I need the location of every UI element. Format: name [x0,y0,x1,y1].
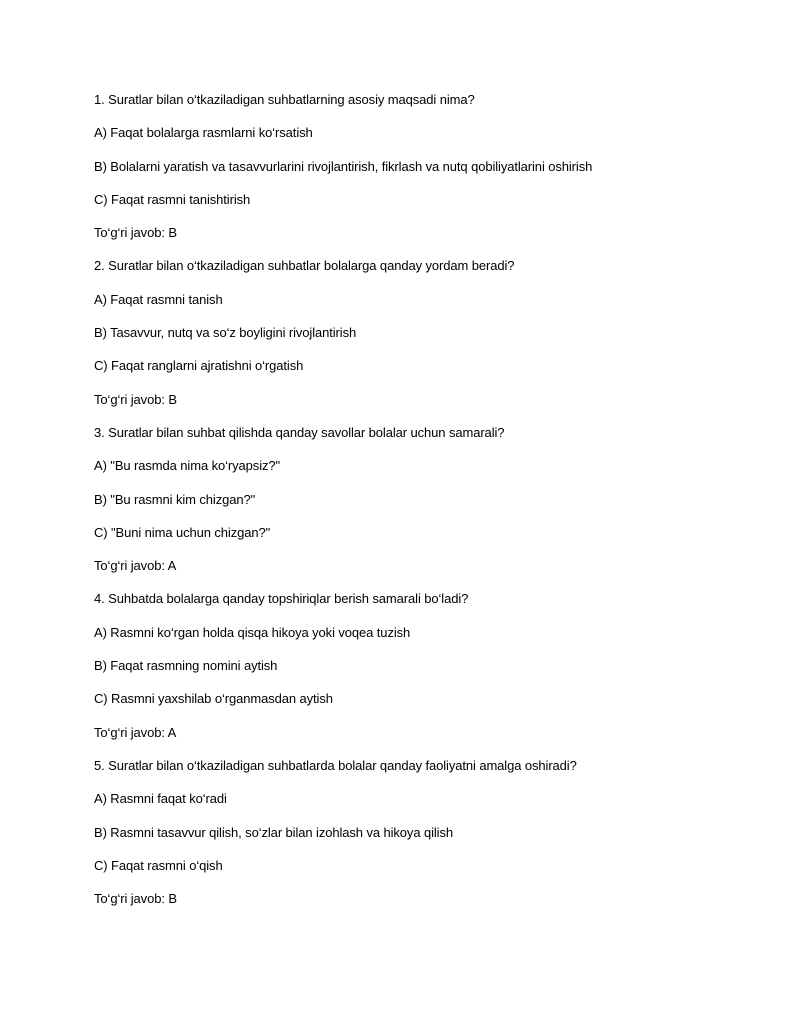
question-block-5 [94,756,714,922]
option-c: C) Faqat rasmni tanishtirish [94,191,251,207]
option-b: B) Tasavvur, nutq va so‘z boyligini rivojlantirish [94,325,357,341]
option-b: B) Rasmni tasavvur qilish, so‘zlar bilan izohlash va hikoya qilish [94,824,454,840]
option-a: A) Rasmni faqat ko‘radi [94,791,227,807]
option-b: B) Bolalarni yaratish va tasavvurlarini rivojlantirish, fikrlash va nutq qobiliyatlarini oshirish [94,158,593,174]
question-block-4 [94,589,714,755]
question-text: 2. Suratlar bilan o‘tkaziladigan suhbatlar bolalarga qanday yordam beradi? [94,258,515,274]
question-text: 5. Suratlar bilan o‘tkaziladigan suhbatlarda bolalar qanday faoliyatni amalga oshiradi? [94,757,577,773]
option-c: C) "Buni nima uchun chizgan?" [94,524,271,540]
correct-answer: To‘g‘ri javob: A [94,558,177,574]
question-text: 3. Suratlar bilan suhbat qilishda qanday savollar bolalar uchun samarali? [94,424,505,440]
option-a: A) Faqat rasmni tanish [94,291,223,307]
correct-answer: To‘g‘ri javob: B [94,891,177,907]
option-c: C) Faqat ranglarni ajratishni o‘rgatish [94,358,304,374]
correct-answer: To‘g‘ri javob: A [94,724,177,740]
option-a: A) Faqat bolalarga rasmlarni ko‘rsatish [94,125,313,141]
option-a: A) Rasmni ko‘rgan holda qisqa hikoya yoki voqea tuzish [94,624,411,640]
question-text: 1. Suratlar bilan o‘tkaziladigan suhbatlarning asosiy maqsadi nima? [94,92,475,107]
correct-answer: To‘g‘ri javob: B [94,225,177,241]
option-a: A) "Bu rasmda nima ko‘ryapsiz?" [94,458,281,474]
question-block-3 [94,423,714,589]
correct-answer: To‘g‘ri javob: B [94,391,177,407]
option-c: C) Rasmni yaxshilab o‘rganmasdan aytish [94,691,333,707]
question-block-1 [94,90,714,256]
quiz-content [94,90,714,922]
question-text: 4. Suhbatda bolalarga qanday topshiriqlar berish samarali bo‘ladi? [94,591,469,607]
option-b: B) Faqat rasmning nomini aytish [94,658,278,674]
option-c: C) Faqat rasmni o‘qish [94,857,223,873]
question-block-2 [94,256,714,422]
option-b: B) "Bu rasmni kim chizgan?" [94,491,256,507]
